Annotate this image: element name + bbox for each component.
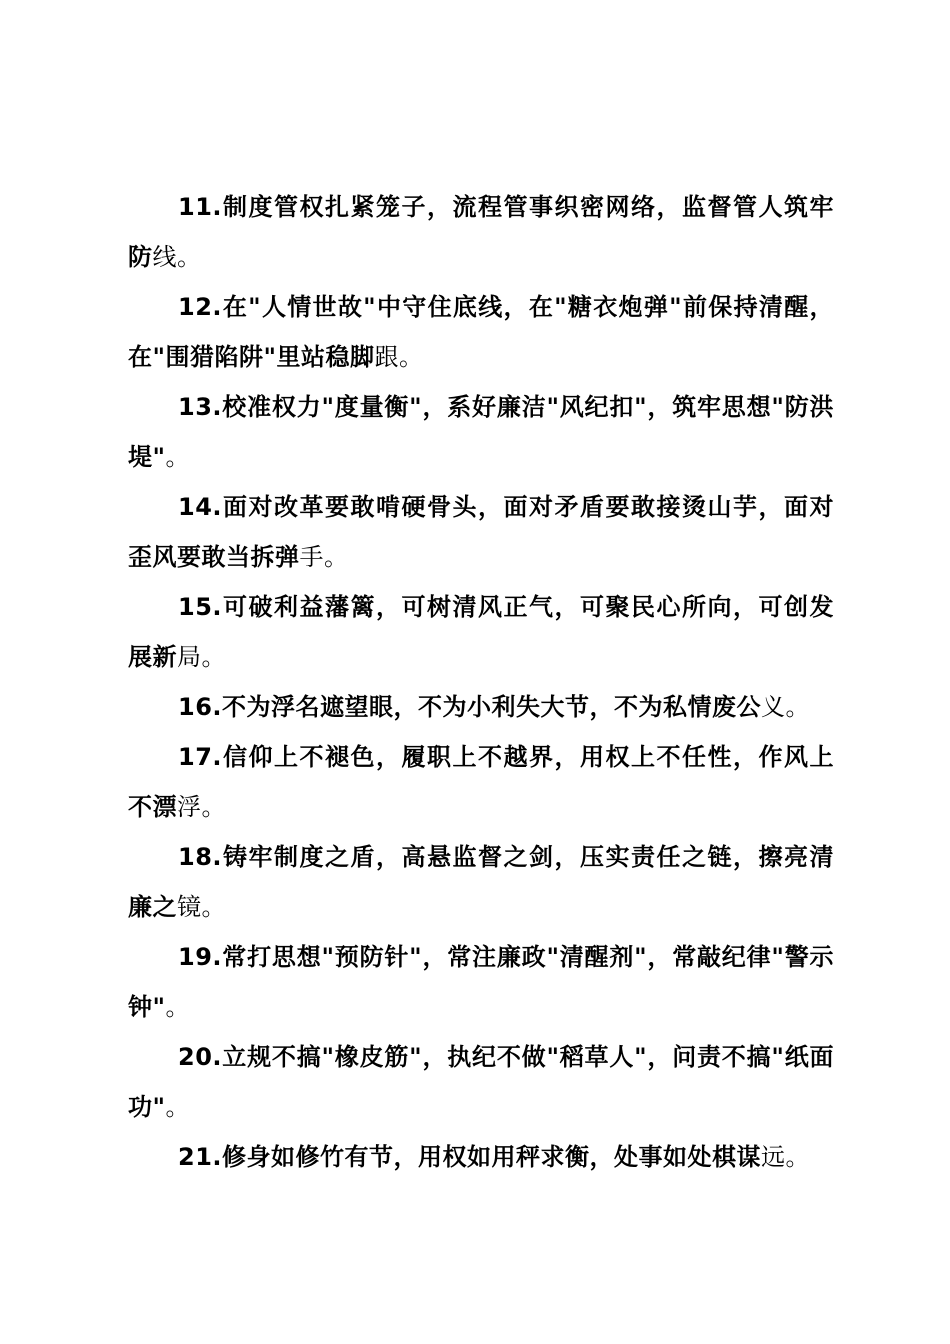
item-main-text: 12.在"人情世故"中守住底线，在"糖衣炮弹"前保持清醒，在"围猎陷阱"里站稳脚 [128,293,834,371]
item-tail-text: 跟。 [374,343,424,371]
item-tail-text: 远。 [761,1143,811,1171]
list-item [128,832,834,932]
item-main-text: 17.信仰上不褪色，履职上不越界，用权上不任性，作风上不漂 [128,743,834,821]
document-body [128,182,834,1182]
list-item [128,1032,834,1132]
list-item [128,382,834,482]
item-tail-text: 。 [165,993,191,1021]
item-tail-text: 浮。 [177,793,226,821]
item-main-text: 13.校准权力"度量衡"，系好廉洁"风纪扣"，筑牢思想"防洪堤" [128,393,834,471]
list-item [128,482,834,582]
list-item [128,1132,834,1182]
item-tail-text: 义。 [761,693,811,721]
list-item [128,282,834,382]
list-item [128,182,834,282]
item-main-text: 14.面对改革要敢啃硬骨头，面对矛盾要敢接烫山芋，面对歪风要敢当拆弹 [128,493,834,571]
list-item [128,682,834,732]
item-tail-text: 。 [165,1093,191,1121]
list-item [128,732,834,832]
item-main-text: 21.修身如修竹有节，用权如用秤求衡，处事如处棋谋 [178,1143,762,1171]
list-item [128,932,834,1032]
list-item [128,582,834,682]
item-main-text: 19.常打思想"预防针"，常注廉政"清醒剂"，常敲纪律"警示钟" [128,943,834,1021]
item-tail-text: 镜。 [177,893,226,921]
item-main-text: 18.铸牢制度之盾，高悬监督之剑，压实责任之链，擦亮清廉之 [128,843,834,921]
item-main-text: 16.不为浮名遮望眼，不为小利失大节，不为私情废公 [178,693,762,721]
item-tail-text: 局。 [177,643,226,671]
item-tail-text: 。 [165,443,191,471]
item-main-text: 15.可破利益藩篱，可树清风正气，可聚民心所向，可创发展新 [128,593,834,671]
item-main-text: 20.立规不搞"橡皮筋"，执纪不做"稻草人"，问责不搞"纸面功" [128,1043,834,1121]
item-tail-text: 线。 [152,243,202,271]
item-tail-text: 手。 [299,543,349,571]
item-main-text: 11.制度管权扎紧笼子，流程管事织密网络，监督管人筑牢防 [128,193,834,271]
